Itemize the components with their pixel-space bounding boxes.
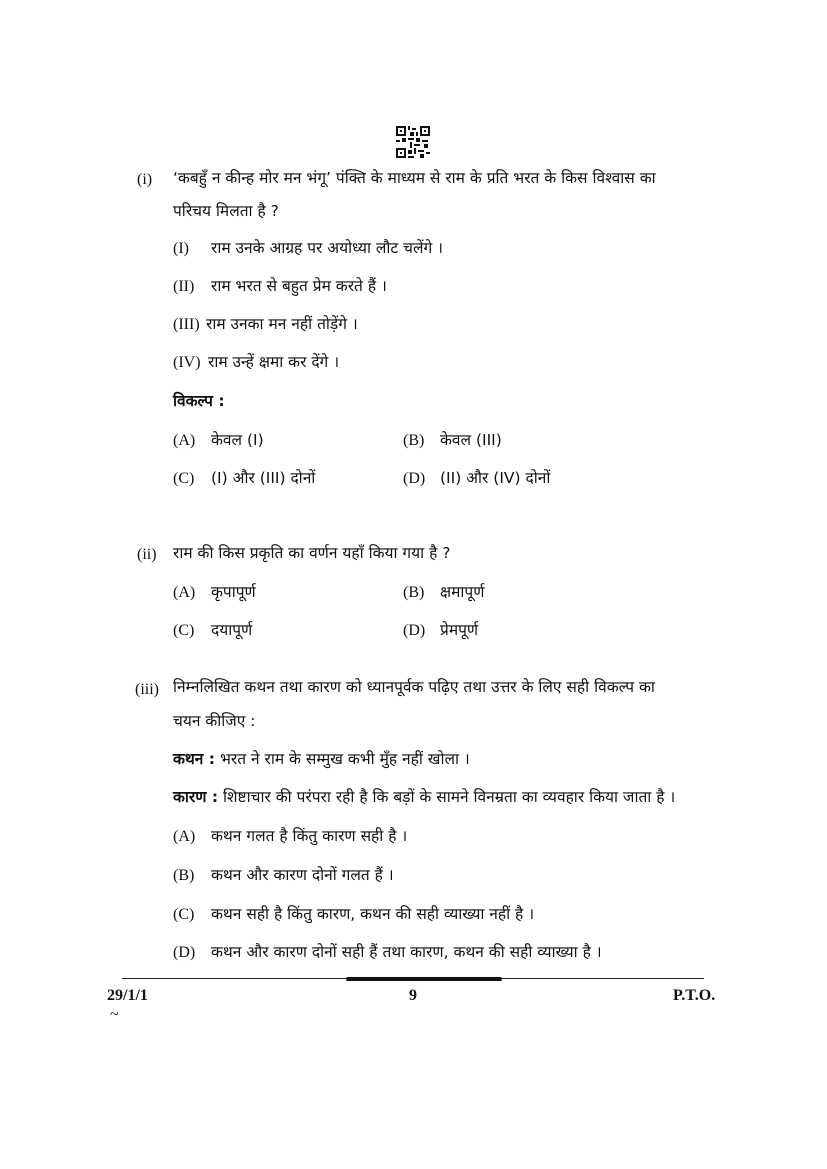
page-number: 9	[409, 987, 417, 1004]
option-text: कथन सही है किंतु कारण, कथन की सही व्याख्या नहीं है ।	[211, 905, 535, 923]
question-text: परिचय मिलता है ?	[173, 202, 279, 220]
statement-label: (IV)	[173, 354, 201, 371]
question-text: राम की किस प्रकृति का वर्णन यहाँ किया गया है ?	[173, 544, 451, 562]
qr-code-icon	[396, 126, 430, 158]
option-text: (II) और (IV) दोनों	[440, 469, 551, 487]
option-label: (C)	[173, 470, 195, 487]
option-label: (B)	[403, 432, 425, 449]
statement-text: राम उन्हें क्षमा कर देंगे ।	[208, 353, 340, 371]
statement-text: राम उनका मन नहीं तोड़ेंगे ।	[206, 315, 358, 333]
question-text: चयन कीजिए :	[173, 712, 256, 730]
assertion-text: भरत ने राम के सम्मुख कभी मुँह नहीं खोला ।	[219, 750, 470, 768]
please-turn-over: P.T.O.	[673, 987, 716, 1004]
option-label: (D)	[403, 470, 426, 487]
option-label: (A)	[173, 828, 196, 845]
footer-divider-bold	[346, 977, 502, 981]
option-text: कथन और कारण दोनों सही हैं तथा कारण, कथन की सही व्याख्या है ।	[211, 943, 602, 961]
option-text: केवल (III)	[440, 431, 502, 449]
option-label: (A)	[173, 584, 196, 601]
option-label: (C)	[173, 622, 195, 639]
tilde-mark: ~	[110, 1006, 119, 1023]
statement-text: राम उनके आग्रह पर अयोध्या लौट चलेंगे ।	[211, 239, 444, 257]
option-text: केवल (I)	[211, 431, 264, 449]
option-label: (D)	[173, 944, 196, 961]
assertion-label: कथन :	[173, 750, 216, 768]
statement-label: (I)	[173, 240, 189, 257]
reason-label: कारण :	[173, 788, 219, 806]
paper-code: 29/1/1	[107, 987, 148, 1004]
option-text: क्षमापूर्ण	[440, 583, 485, 601]
option-text: प्रेमपूर्ण	[440, 621, 479, 639]
question-text: निम्नलिखित कथन तथा कारण को ध्यानपूर्वक पढ़िए तथा उत्तर के लिए सही विकल्प का	[173, 678, 655, 696]
assertion-line	[173, 749, 470, 769]
option-text: (I) और (III) दोनों	[211, 469, 316, 487]
option-text: कथन गलत है किंतु कारण सही है ।	[211, 827, 408, 845]
question-number: (ii)	[137, 546, 157, 563]
option-text: कृपापूर्ण	[211, 583, 256, 601]
option-text: दयापूर्ण	[211, 621, 253, 639]
reason-text: शिष्टाचार की परंपरा रही है कि बड़ों के सामने विनम्रता का व्यवहार किया जाता है ।	[223, 788, 676, 806]
statement-text: राम भरत से बहुत प्रेम करते हैं ।	[211, 277, 387, 295]
option-label: (C)	[173, 906, 195, 923]
statement-label: (III)	[173, 316, 200, 333]
option-label: (B)	[173, 867, 195, 884]
option-label: (B)	[403, 584, 425, 601]
reason-line	[173, 787, 675, 807]
question-number: (i)	[137, 171, 153, 188]
statement-label: (II)	[173, 278, 195, 295]
option-label: (D)	[403, 622, 426, 639]
options-heading: विकल्प :	[173, 392, 225, 410]
question-text: ‘कबहुँ न कीन्ह मोर मन भंगू’ पंक्ति के माध्यम से राम के प्रति भरत के किस विश्वास का	[173, 169, 656, 187]
option-label: (A)	[173, 432, 196, 449]
option-text: कथन और कारण दोनों गलत हैं ।	[211, 866, 394, 884]
question-number: (iii)	[135, 681, 159, 698]
